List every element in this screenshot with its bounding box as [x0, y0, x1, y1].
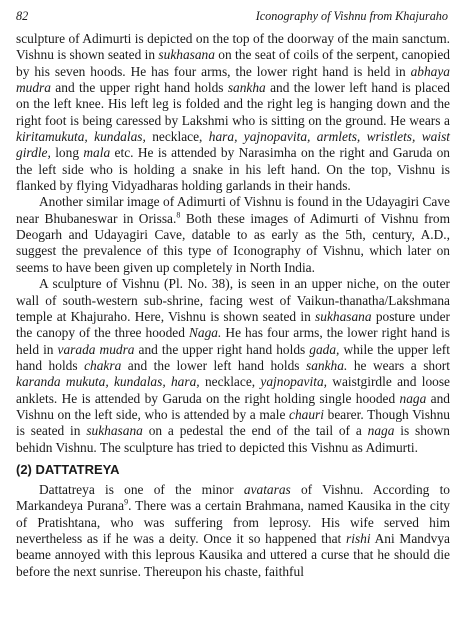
text-run: bearer. Though Vishnu is seated in: [16, 406, 450, 439]
text-run: necklace,: [199, 374, 261, 390]
text-run: posture under the canopy of the three hooded: [16, 308, 450, 341]
text-run: and the upper right hand holds: [50, 80, 228, 96]
italic-term: naga: [367, 423, 395, 439]
page-header: [16, 9, 450, 31]
text-run: A sculpture of Vishnu (Pl. No. 38), is seen in an upper niche, on the outer wall of south-western sub-shrine, facing west of Vaikun-thanatha/Lakshmana temple at Khajuraho. Here, Vishnu is shown seated in: [16, 276, 450, 324]
italic-term: abhaya mudra: [16, 63, 450, 96]
italic-term: mala: [83, 145, 111, 161]
text-run: necklace,: [145, 129, 209, 145]
text-run: and Vishnu on the left side, who is attended by a male: [16, 390, 450, 422]
text-run: is shown behidn Vishnu. The sculpture has tried to depicted this Vishnu as Adimurti.: [16, 423, 450, 455]
italic-term: sukhasana: [86, 423, 143, 439]
italic-term: karanda mukuta, kundalas, hara,: [16, 374, 200, 390]
italic-term: sankha: [227, 80, 266, 96]
italic-term: naga: [399, 390, 427, 406]
footnote-ref: 8: [176, 210, 181, 220]
text-run: He has four arms, the lower right hand is held in: [16, 325, 450, 357]
italic-term: rishi: [346, 530, 371, 546]
italic-term: sankha.: [306, 357, 348, 373]
italic-term: kiritamukuta, kundalas,: [16, 129, 146, 145]
text-run: Both these images of Adimurti of Vishnu from Deogarh and Udayagiri Cave, datable to as early as the 5th, century, A.D., suggest the prevalence of this type of Iconography of Vishnu, which later on seems to have been given up completely in North India.: [16, 210, 450, 275]
italic-term: gada,: [309, 341, 340, 357]
text-run: on the seat of coils of the serpent, canopied by his seven hoods. He has four arms, the lower right hand is held in: [16, 47, 450, 79]
text-run: waistgirdle and loose anklets. He is attended by Garuda on the right holding single hooded: [16, 374, 450, 406]
italic-term: yajnopavita,: [260, 374, 327, 390]
text-run: while the upper left hand holds: [16, 341, 450, 373]
page-number: 82: [16, 9, 29, 23]
footnote-ref: 9: [124, 497, 129, 507]
italic-term: chauri: [289, 406, 324, 422]
text-run: sculpture of Adimurti is depicted on the top of the doorway of the main sanctum. Vishnu is shown seated in: [16, 31, 450, 63]
text-run: he wears a short: [347, 357, 450, 373]
text-run: etc. He is attended by Narasimha on the right and Garuda on the left side who is holding a snake in his left hand. On the top, Vishnu is flanked by flying Vidyadharas holding garlands in their hands.: [16, 145, 450, 194]
text-run: and the lower left hand holds: [121, 357, 307, 373]
italic-term: hara, yajnopavita, armlets, wristlets, waist girdle,: [16, 129, 451, 161]
italic-term: avataras: [243, 481, 291, 497]
paragraph-dattatreya: [16, 482, 450, 580]
text-run: Dattatreya is one of the minor: [39, 481, 244, 497]
section-heading-dattatreya: (2) DATTATREYA: [16, 461, 120, 477]
text-run: long: [50, 145, 84, 161]
italic-term: sukhasana: [158, 47, 215, 63]
paragraph-adimurti-deogarh: [16, 31, 450, 194]
paragraph-udayagiri: [16, 194, 450, 276]
text-run: . There was a certain Brahmana, named Kausika in the city of Pratishtana, who was suffering from leprosy. His wife served him nevertheless as if he was a deity. Once it so happened that: [16, 498, 450, 546]
italic-term: varada mudra: [57, 341, 135, 357]
running-head: Iconography of Vishnu from Khajuraho: [255, 9, 448, 23]
text-run: Another similar image of Adimurti of Vishnu is found in the Udayagiri Cave near Bhubaneswar in Orissa.: [16, 194, 450, 226]
italic-term: chakra: [84, 357, 122, 373]
text-run: on a pedestal the end of the tail of a: [142, 423, 368, 439]
text-run: and the lower left hand is placed on the left knee. His left leg is folded and the right leg is hanging down and the right foot is being caressed by Lakshmi who is sitting on the ground. He wears a: [16, 80, 450, 128]
text-run: Ani Mandvya beame annoyed with this leprous Kausika and uttered a curse that he should die before the next sunrise. Thereupon his chaste, faithful: [16, 530, 450, 579]
text-run: and the upper right hand holds: [134, 341, 310, 357]
text-run: of Vishnu. According to Markandeya Purana: [16, 481, 450, 514]
italic-term: sukhasana: [315, 308, 372, 324]
italic-term: Naga.: [188, 325, 222, 341]
paragraph-lakshmana-temple: [16, 276, 450, 456]
